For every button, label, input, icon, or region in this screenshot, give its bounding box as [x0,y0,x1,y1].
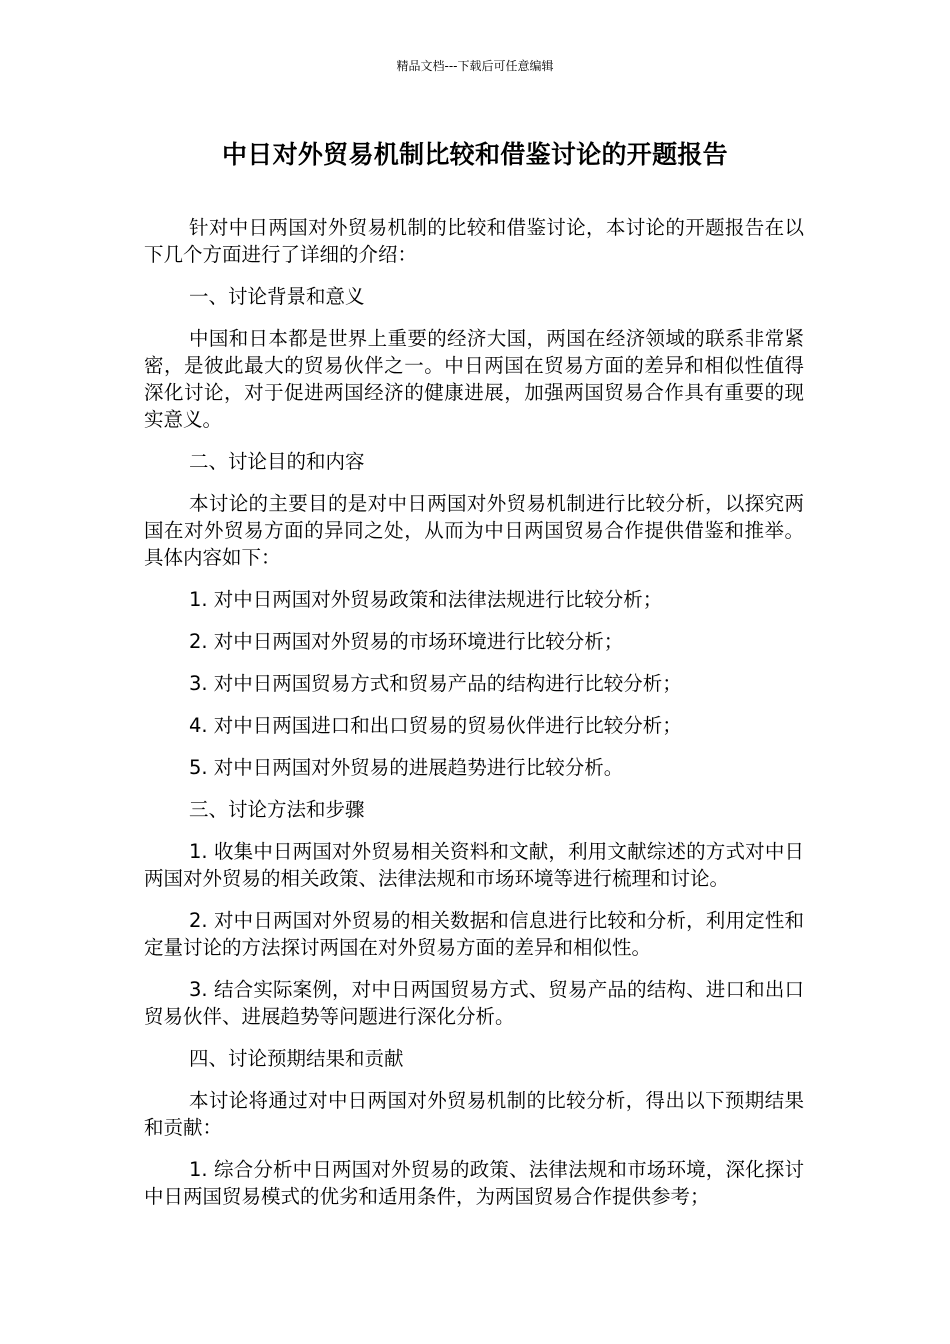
section-heading: 四、讨论预期结果和贡献 [189,1047,404,1070]
document-body [144,214,804,1225]
header-note: 精品文档---下载后可任意编辑 [396,59,554,73]
section-heading: 三、讨论方法和步骤 [189,798,365,821]
list-item: 2. 对中日两国对外贸易的相关数据和信息进行比较和分析，利用定性和定量讨论的方法探讨两国在对外贸易方面的差异和相似性。 [144,909,804,959]
paragraph: 本讨论的主要目的是对中日两国对外贸易机制进行比较分析，以探究两国在对外贸易方面的异同之处，从而为中日两国贸易合作提供借鉴和推举。具体内容如下： [144,492,804,569]
section-heading: 一、讨论背景和意义 [189,285,365,308]
intro-paragraph: 针对中日两国对外贸易机制的比较和借鉴讨论，本讨论的开题报告在以下几个方面进行了详细的介绍： [144,216,804,266]
paragraph: 本讨论将通过对中日两国对外贸易机制的比较分析，得出以下预期结果和贡献： [144,1089,804,1139]
list-item: 5. 对中日两国对外贸易的进展趋势进行比较分析。 [189,756,624,779]
list-item: 1. 综合分析中日两国对外贸易的政策、法律法规和市场环境，深化探讨中日两国贸易模式的优劣和适用条件，为两国贸易合作提供参考； [144,1158,804,1208]
list-item: 1. 收集中日两国对外贸易相关资料和文献，利用文献综述的方式对中日两国对外贸易的相关政策、法律法规和市场环境等进行梳理和讨论。 [144,840,804,890]
document-title: 中日对外贸易机制比较和借鉴讨论的开题报告 [221,140,728,169]
list-item: 3. 结合实际案例，对中日两国贸易方式、贸易产品的结构、进口和出口贸易伙伴、进展趋势等问题进行深化分析。 [144,978,804,1028]
list-item: 1. 对中日两国对外贸易政策和法律法规进行比较分析； [189,588,663,611]
paragraph: 中国和日本都是世界上重要的经济大国，两国在经济领域的联系非常紧密，是彼此最大的贸易伙伴之一。中日两国在贸易方面的差异和相似性值得深化讨论，对于促进两国经济的健康进展，加强两国贸易合作具有重要的现实意义。 [144,327,804,431]
list-item: 4. 对中日两国进口和出口贸易的贸易伙伴进行比较分析； [189,714,682,737]
list-item: 2. 对中日两国对外贸易的市场环境进行比较分析； [189,630,624,653]
list-item: 3. 对中日两国贸易方式和贸易产品的结构进行比较分析； [189,672,682,695]
section-heading: 二、讨论目的和内容 [189,450,365,473]
